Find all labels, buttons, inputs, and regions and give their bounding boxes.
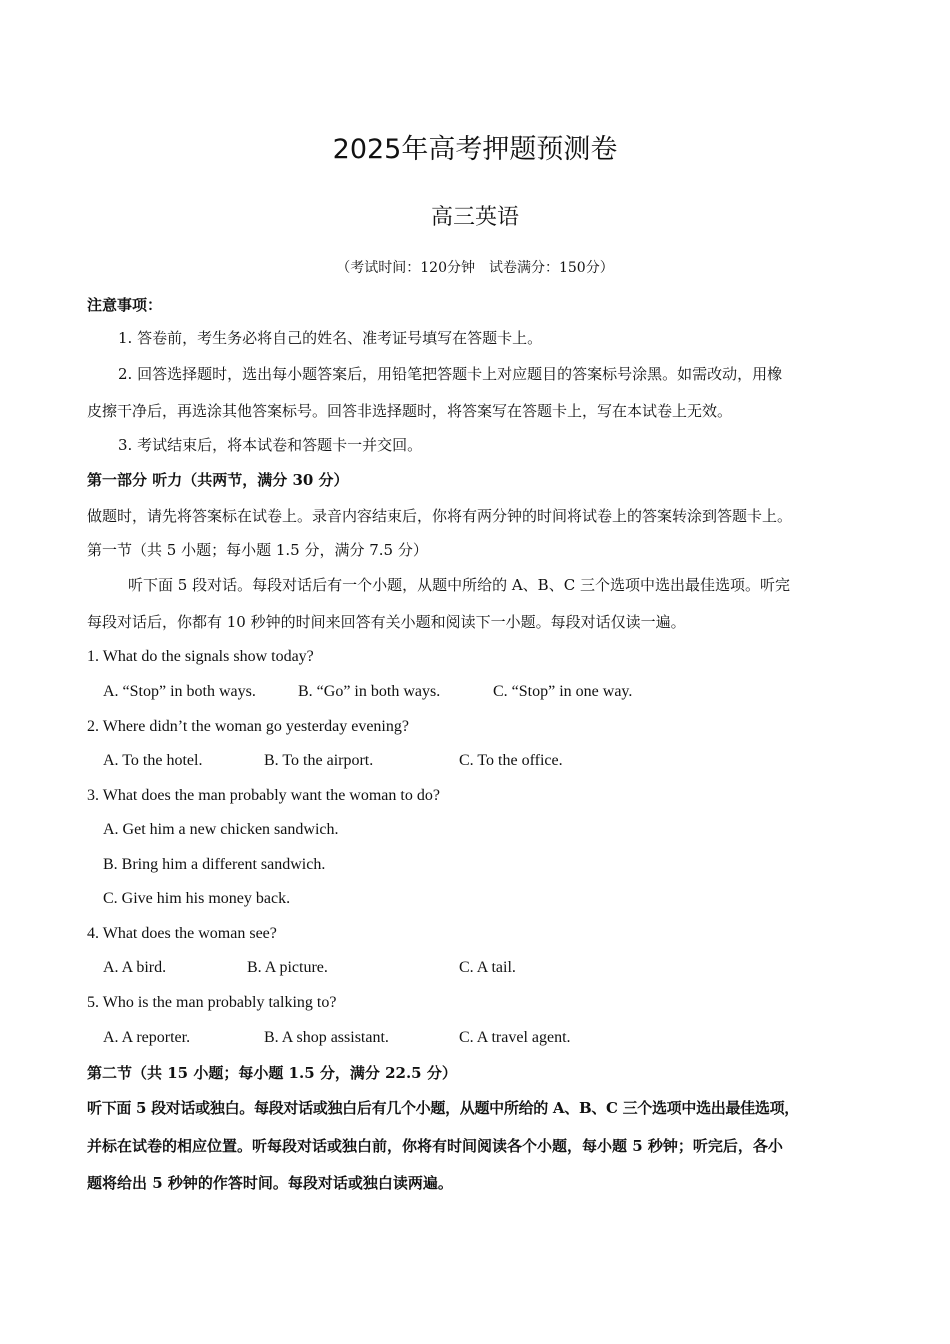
part1-heading: 第一部分 听力（共两节，满分 30 分）	[87, 471, 349, 489]
section2-heading: 第二节（共 15 小题；每小题 1.5 分，满分 22.5 分）	[87, 1064, 457, 1082]
section2-directions-line-1: 听下面 5 段对话或独白。每段对话或独白后有几个小题，从题中所给的 A、B、C 三个选项中选出最佳选项，	[87, 1099, 799, 1117]
question-3-option-c: C. Give him his money back.	[103, 890, 291, 907]
notice-heading: 注意事项：	[87, 296, 163, 314]
section1-directions-line-2: 每段对话后，你都有 10 秒钟的时间来回答有关小题和阅读下一小题。每段对话仅读一遍。	[87, 613, 686, 631]
question-2-stem: 2. Where didn’t the woman go yesterday evening?	[87, 718, 409, 735]
question-4-option-b: B. A picture.	[247, 959, 328, 976]
section1-directions-line-1: 听下面 5 段对话。每段对话后有一个小题，从题中所给的 A、B、C 三个选项中选出最佳选项。听完	[128, 576, 790, 594]
question-5-stem: 5. Who is the man probably talking to?	[87, 994, 337, 1011]
question-5-option-b: B. A shop assistant.	[264, 1029, 389, 1046]
question-2-option-c: C. To the office.	[459, 752, 563, 769]
question-3-stem: 3. What does the man probably want the woman to do?	[87, 787, 440, 804]
question-1-stem: 1. What do the signals show today?	[87, 648, 314, 665]
exam-title: 2025年高考押题预测卷	[332, 134, 618, 165]
question-1-option-c: C. “Stop” in one way.	[493, 683, 633, 700]
notice-item-3: 3. 考试结束后，将本试卷和答题卡一并交回。	[118, 436, 423, 454]
exam-subject: 高三英语	[430, 205, 519, 230]
notice-item-2-line-2: 皮擦干净后，再选涂其他答案标号。回答非选择题时，将答案写在答题卡上，写在本试卷上无效。	[87, 402, 733, 420]
question-1-option-b: B. “Go” in both ways.	[298, 683, 441, 700]
exam-time-and-score: （考试时间：120分钟 试卷满分：150分）	[336, 260, 614, 276]
question-3-option-b: B. Bring him a different sandwich.	[103, 856, 326, 873]
section1-heading: 第一节（共 5 小题；每小题 1.5 分，满分 7.5 分）	[87, 541, 428, 559]
question-5-option-a: A. A reporter.	[103, 1029, 191, 1046]
section2-directions-line-3: 题将给出 5 秒钟的作答时间。每段对话或独白读两遍。	[87, 1174, 453, 1192]
question-4-stem: 4. What does the woman see?	[87, 925, 277, 942]
question-1-option-a: A. “Stop” in both ways.	[103, 683, 256, 700]
question-2-option-a: A. To the hotel.	[103, 752, 203, 769]
notice-item-2-line-1: 2. 回答选择题时，选出每小题答案后，用铅笔把答题卡上对应题目的答案标号涂黑。如需改动，用橡	[118, 365, 783, 383]
section2-directions-line-2: 并标在试卷的相应位置。听每段对话或独白前，你将有时间阅读各个小题，每小题 5 秒钟；听完后，各小	[87, 1137, 783, 1155]
question-5-option-c: C. A travel agent.	[459, 1029, 571, 1046]
question-4-option-c: C. A tail.	[459, 959, 516, 976]
part1-instruction: 做题时，请先将答案标在试卷上。录音内容结束后，你将有两分钟的时间将试卷上的答案转涂到答题卡上。	[87, 507, 793, 525]
question-2-option-b: B. To the airport.	[264, 752, 374, 769]
question-3-option-a: A. Get him a new chicken sandwich.	[103, 821, 339, 838]
question-4-option-a: A. A bird.	[103, 959, 167, 976]
notice-item-1: 1. 答卷前，考生务必将自己的姓名、准考证号填写在答题卡上。	[118, 329, 543, 347]
